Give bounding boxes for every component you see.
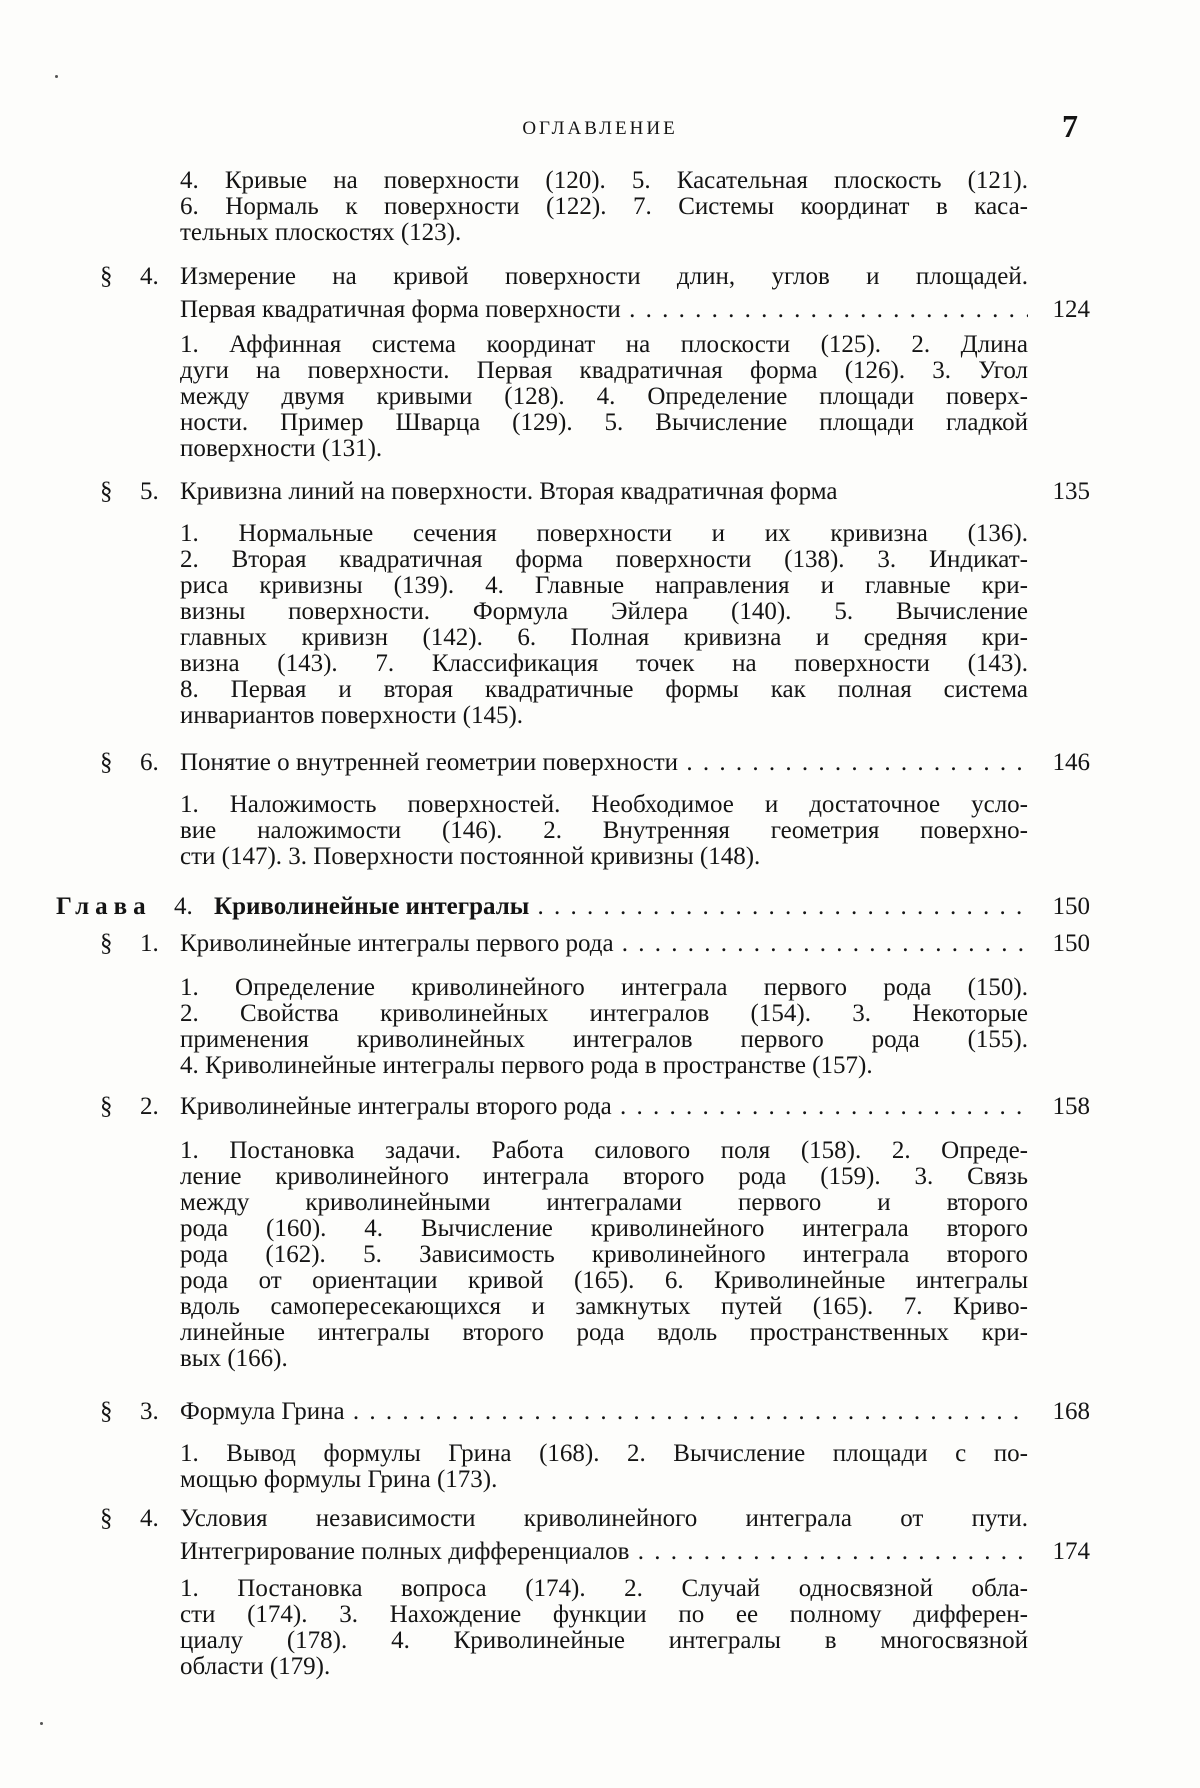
page-ref: 158 <box>1032 1090 1090 1123</box>
subsection-line: рода от ориентации кривой (165). 6. Криволинейные интегралы <box>180 1268 1028 1294</box>
running-title: ОГЛАВЛЕНИЕ <box>0 118 1200 140</box>
page-number: 7 <box>1062 108 1078 145</box>
subsection-line: линейные интегралы второго рода вдоль пространственных кри- <box>180 1320 1028 1346</box>
subsection-line: 1. Определение криволинейного интеграла первого рода (150). <box>180 975 1028 1001</box>
subsection-line: 2. Вторая квадратичная форма поверхности (138). 3. Индикат- <box>180 547 1028 573</box>
section-number: 1. <box>140 927 159 960</box>
section-title: Криволинейные интегралы второго рода <box>180 1093 612 1120</box>
subsection-list <box>180 1138 1028 1372</box>
section-title: Интегрирование полных дифференциалов <box>180 1538 630 1565</box>
section-sign: § <box>100 260 113 293</box>
section-title: Формула Грина <box>180 1398 345 1425</box>
subsection-line: дуги на поверхности. Первая квадратичная форма (126). 3. Угол <box>180 358 1028 384</box>
subsection-list <box>180 1576 1028 1680</box>
subsection-line: поверхности (131). <box>180 436 1028 462</box>
section-number: 5. <box>140 475 159 508</box>
subsection-line: вдоль самопересекающихся и замкнутых путей (165). 7. Криво- <box>180 1294 1028 1320</box>
subsection-line: 4. Кривые на поверхности (120). 5. Касательная плоскость (121). <box>180 168 1028 194</box>
section-sign: § <box>100 927 113 960</box>
subsection-line: 1. Нормальные сечения поверхности и их кривизна (136). <box>180 521 1028 547</box>
subsection-line: 8. Первая и вторая квадратичные формы как полная система <box>180 677 1028 703</box>
toc-entry-section <box>100 1395 1090 1428</box>
section-title-line1: Измерение на кривой поверхности длин, углов и площадей. <box>180 260 1028 293</box>
book-page <box>0 0 1200 1788</box>
section-number: 2. <box>140 1090 159 1123</box>
subsection-list <box>180 332 1028 462</box>
subsection-list <box>180 521 1028 729</box>
subsection-line: ности. Пример Шварца (129). 5. Вычисление площади гладкой <box>180 410 1028 436</box>
subsection-line: визна (143). 7. Классификация точек на поверхности (143). <box>180 651 1028 677</box>
subsection-line: 1. Постановка задачи. Работа силового поля (158). 2. Опреде- <box>180 1138 1028 1164</box>
subsection-line: сти (147). 3. Поверхности постоянной кривизны (148). <box>180 844 1028 870</box>
subsection-list <box>180 792 1028 870</box>
section-title: Криволинейные интегралы первого рода <box>180 930 614 957</box>
section-title: Кривизна линий на поверхности. Вторая квадратичная форма <box>180 478 838 505</box>
toc-entry-section <box>100 1502 1090 1568</box>
section-title-line1: Условия независимости криволинейного интеграла от пути. <box>180 1502 1028 1535</box>
section-title: Первая квадратичная форма поверхности <box>180 296 621 323</box>
subsection-line: сти (174). 3. Нахождение функции по ее полному дифферен- <box>180 1602 1028 1628</box>
subsection-line: 1. Постановка вопроса (174). 2. Случай односвязной обла- <box>180 1576 1028 1602</box>
page-ref: 168 <box>1032 1395 1090 1428</box>
section-number: 4. <box>140 260 159 293</box>
subsection-line: 4. Криволинейные интегралы первого рода в пространстве (157). <box>180 1053 1028 1079</box>
page-ref: 124 <box>1032 293 1090 326</box>
subsection-line: между двумя кривыми (128). 4. Определение площади поверх- <box>180 384 1028 410</box>
subsection-list <box>180 168 1028 246</box>
subsection-line: 1. Вывод формулы Грина (168). 2. Вычисление площади с по- <box>180 1441 1028 1467</box>
page-ref: 150 <box>1032 890 1090 923</box>
subsection-list <box>180 1441 1028 1493</box>
section-number: 6. <box>140 746 159 779</box>
subsection-line: рода (162). 5. Зависимость криволинейного интеграла второго <box>180 1242 1028 1268</box>
subsection-line: 2. Свойства криволинейных интегралов (154). 3. Некоторые <box>180 1001 1028 1027</box>
page-ref: 146 <box>1032 746 1090 779</box>
subsection-line: между криволинейными интегралами первого и второго <box>180 1190 1028 1216</box>
page-ref: 135 <box>1032 475 1090 508</box>
toc-entry-section <box>100 475 1090 508</box>
toc-entry-section <box>100 260 1090 326</box>
subsection-line: циалу (178). 4. Криволинейные интегралы в многосвязной <box>180 1628 1028 1654</box>
subsection-line: вых (166). <box>180 1346 1028 1372</box>
section-number: 3. <box>140 1395 159 1428</box>
section-sign: § <box>100 1395 113 1428</box>
subsection-line: рода (160). 4. Вычисление криволинейного интеграла второго <box>180 1216 1028 1242</box>
section-sign: § <box>100 746 113 779</box>
chapter-number: 4. <box>174 890 193 923</box>
subsection-line: риса кривизны (139). 4. Главные направления и главные кри- <box>180 573 1028 599</box>
section-title: Понятие о внутренней геометрии поверхности <box>180 749 678 776</box>
subsection-line: инвариантов поверхности (145). <box>180 703 1028 729</box>
subsection-line: применения криволинейных интегралов первого рода (155). <box>180 1027 1028 1053</box>
subsection-line: 1. Аффинная система координат на плоскости (125). 2. Длина <box>180 332 1028 358</box>
section-sign: § <box>100 475 113 508</box>
subsection-line: ление криволинейного интеграла второго рода (159). 3. Связь <box>180 1164 1028 1190</box>
toc-entry-section <box>100 1090 1090 1123</box>
toc-entry-chapter <box>56 890 1090 923</box>
chapter-title: Криволинейные интегралы <box>214 893 529 920</box>
page-ref: 150 <box>1032 927 1090 960</box>
subsection-line: главных кривизн (142). 6. Полная кривизна и средняя кри- <box>180 625 1028 651</box>
subsection-line: мощью формулы Грина (173). <box>180 1467 1028 1493</box>
section-number: 4. <box>140 1502 159 1535</box>
chapter-label: Глава <box>56 890 152 923</box>
subsection-line: 6. Нормаль к поверхности (122). 7. Системы координат в каса- <box>180 194 1028 220</box>
scan-speck <box>55 75 58 78</box>
page-ref: 174 <box>1032 1535 1090 1568</box>
section-sign: § <box>100 1502 113 1535</box>
section-sign: § <box>100 1090 113 1123</box>
subsection-line: тельных плоскостях (123). <box>180 220 1028 246</box>
scan-speck <box>40 1722 43 1725</box>
subsection-line: вие наложимости (146). 2. Внутренняя геометрия поверхно- <box>180 818 1028 844</box>
subsection-line: области (179). <box>180 1654 1028 1680</box>
toc-entry-section <box>100 746 1090 779</box>
subsection-line: визны поверхности. Формула Эйлера (140). 5. Вычисление <box>180 599 1028 625</box>
toc-entry-section <box>100 927 1090 960</box>
subsection-line: 1. Наложимость поверхностей. Необходимое и достаточное усло- <box>180 792 1028 818</box>
subsection-list <box>180 975 1028 1079</box>
